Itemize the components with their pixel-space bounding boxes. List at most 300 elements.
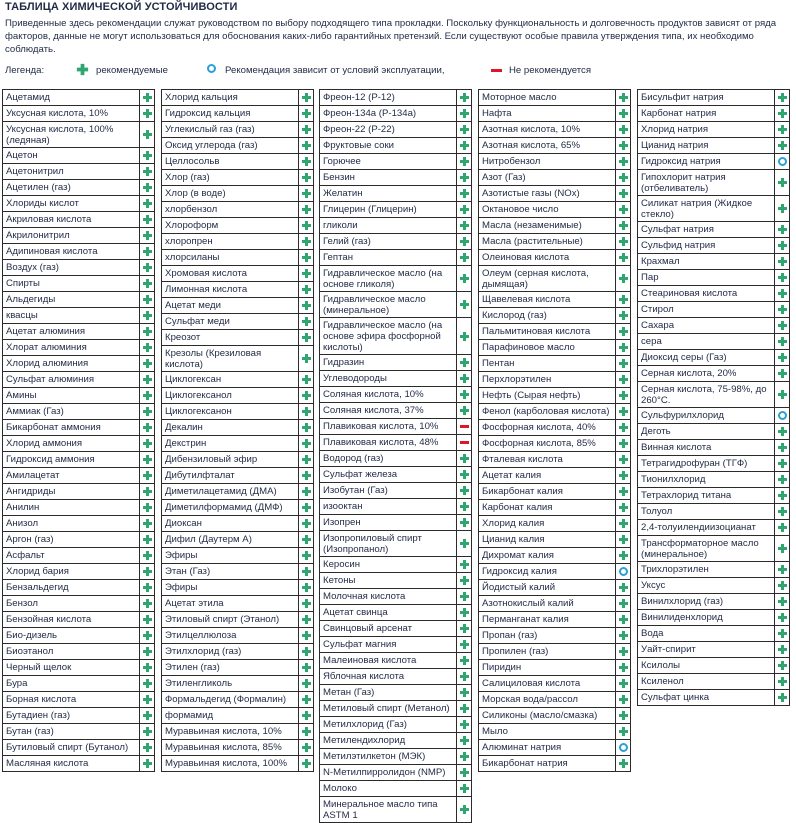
substance-name: Диоксид серы (Газ): [638, 350, 775, 365]
table-row: [637, 562, 790, 578]
rating-cell: [140, 244, 155, 259]
rating-cell: [775, 90, 790, 105]
substance-name: Борная кислота: [3, 692, 140, 707]
rating-cell: [140, 356, 155, 371]
plus-icon: [619, 311, 628, 320]
table-row: [478, 250, 631, 266]
table-row: [161, 612, 314, 628]
table-row: [637, 520, 790, 536]
table-row: [319, 387, 472, 403]
plus-icon: [460, 502, 469, 511]
table-row: [2, 260, 155, 276]
substance-name: Фреон-12 (Р-12): [320, 90, 457, 105]
rating-cell: [616, 266, 631, 291]
rating-cell: [616, 756, 631, 771]
rating-cell: [140, 436, 155, 451]
plus-icon: [619, 695, 628, 704]
substance-name: Керосин: [320, 557, 457, 572]
table-row: [2, 756, 155, 772]
substance-name: Хлорат алюминия: [3, 340, 140, 355]
rating-cell: [616, 436, 631, 451]
plus-icon: [460, 672, 469, 681]
substance-name: Хлорид алюминия: [3, 356, 140, 371]
substance-name: Дихромат калия: [479, 548, 616, 563]
substance-name: Трансформаторное масло (минеральное): [638, 536, 775, 561]
rating-cell: [299, 724, 314, 739]
substance-name: Ацетат меди: [162, 298, 299, 313]
rating-cell: [457, 387, 472, 402]
plus-icon: [778, 337, 787, 346]
plus-icon: [619, 253, 628, 262]
table-row: [2, 564, 155, 580]
table-row: [161, 202, 314, 218]
table-row: [161, 346, 314, 372]
plus-icon: [460, 640, 469, 649]
table-row: [2, 548, 155, 564]
plus-icon: [460, 189, 469, 198]
table-row: [161, 564, 314, 580]
substance-name: Диоксан: [162, 516, 299, 531]
table-row: [2, 276, 155, 292]
table-row: [161, 404, 314, 420]
table-row: [2, 340, 155, 356]
plus-icon: [460, 518, 469, 527]
rating-cell: [457, 653, 472, 668]
intro-text: Приведенные здесь рекомендации служат руководством по выбору подходящего типа прокладки. Поскольку функциональность и долговечность продуктов зависят от ряда факторов, данные не могут использоваться для обоснования каких-либо гарантийных претензий. Если существуют особые правила утверждения типа, их необходимо соблюдать.: [5, 18, 777, 55]
rating-cell: [457, 106, 472, 121]
table-row: [319, 797, 472, 823]
rating-cell: [140, 564, 155, 579]
plus-icon: [460, 470, 469, 479]
table-row: [637, 594, 790, 610]
table-row: [2, 292, 155, 308]
plus-icon: [143, 407, 152, 416]
plus-icon: [143, 93, 152, 102]
table-row: [319, 621, 472, 637]
table-row: [2, 180, 155, 196]
rating-cell: [140, 692, 155, 707]
plus-icon: [619, 274, 628, 283]
table-row: [2, 484, 155, 500]
plus-icon: [460, 592, 469, 601]
table-row: [478, 218, 631, 234]
plus-icon: [143, 439, 152, 448]
table-row: [478, 452, 631, 468]
table-row: [637, 642, 790, 658]
table-row: [637, 382, 790, 408]
rating-cell: [299, 138, 314, 153]
plus-icon: [302, 237, 311, 246]
substance-name: Изопропиловый спирт (Изопропанол): [320, 531, 457, 556]
plus-icon: [460, 237, 469, 246]
rating-cell: [616, 372, 631, 387]
substance-name: Гелий (газ): [320, 234, 457, 249]
substance-name: сера: [638, 334, 775, 349]
substance-name: N-Метилпирролидон (NMP): [320, 765, 457, 780]
table-row: [161, 452, 314, 468]
rating-cell: [616, 644, 631, 659]
table-row: [161, 644, 314, 660]
table-row: [161, 122, 314, 138]
substance-name: Пар: [638, 270, 775, 285]
substance-name: Крахмал: [638, 254, 775, 269]
plus-icon: [778, 321, 787, 330]
rating-cell: [299, 266, 314, 281]
table-row: [161, 420, 314, 436]
rating-cell: [140, 196, 155, 211]
substance-name: Цианид натрия: [638, 138, 775, 153]
substance-name: Пальмитиновая кислота: [479, 324, 616, 339]
table-row: [637, 270, 790, 286]
table-row: [161, 314, 314, 330]
substance-name: Соляная кислота, 10%: [320, 387, 457, 402]
rating-cell: [140, 724, 155, 739]
substance-name: Ацетонитрил: [3, 164, 140, 179]
rating-cell: [775, 254, 790, 269]
table-row: [637, 254, 790, 270]
substance-name: Ацетат алюминия: [3, 324, 140, 339]
minus-icon: [491, 69, 502, 72]
plus-icon: [302, 759, 311, 768]
substance-name: Акриловая кислота: [3, 212, 140, 227]
substance-name: Этиловый спирт (Этанол): [162, 612, 299, 627]
substance-name: Тетрагидрофуран (ТГФ): [638, 456, 775, 471]
plus-icon: [619, 423, 628, 432]
substance-name: Перхлорэтилен: [479, 372, 616, 387]
table-row: [637, 690, 790, 706]
plus-icon: [778, 109, 787, 118]
substance-name: Бура: [3, 676, 140, 691]
table-row: [2, 692, 155, 708]
table-row: [319, 202, 472, 218]
rating-cell: [457, 218, 472, 233]
plus-icon: [460, 688, 469, 697]
plus-icon: [302, 333, 311, 342]
substance-name: Хлорид натрия: [638, 122, 775, 137]
rating-cell: [616, 388, 631, 403]
substance-name: Бикарбонат аммония: [3, 420, 140, 435]
table-row: [2, 212, 155, 228]
rating-cell: [616, 324, 631, 339]
plus-icon: [460, 221, 469, 230]
plus-icon: [302, 615, 311, 624]
substance-name: Фосфорная кислота, 85%: [479, 436, 616, 451]
rating-cell: [457, 234, 472, 249]
rating-cell: [299, 692, 314, 707]
legend-recommended: [78, 64, 168, 77]
rating-cell: [775, 594, 790, 609]
table-row: [161, 218, 314, 234]
table-row: [2, 612, 155, 628]
plus-icon: [302, 727, 311, 736]
substance-name: Ксилолы: [638, 658, 775, 673]
table-row: [161, 756, 314, 772]
rating-cell: [457, 797, 472, 822]
rating-cell: [140, 660, 155, 675]
plus-icon: [143, 279, 152, 288]
rating-cell: [299, 484, 314, 499]
substance-name: Асфальт: [3, 548, 140, 563]
rating-cell: [616, 708, 631, 723]
table-row: [161, 234, 314, 250]
rating-cell: [457, 637, 472, 652]
table-row: [319, 318, 472, 355]
plus-icon: [302, 695, 311, 704]
substance-name: Азотистые газы (NOx): [479, 186, 616, 201]
rating-cell: [775, 424, 790, 439]
rating-cell: [140, 228, 155, 243]
plus-icon: [778, 677, 787, 686]
plus-icon: [619, 237, 628, 246]
table-row: [478, 580, 631, 596]
table-row: [478, 660, 631, 676]
plus-icon: [778, 581, 787, 590]
rating-cell: [140, 106, 155, 121]
table-row: [637, 456, 790, 472]
rating-cell: [775, 472, 790, 487]
substance-name: Гидроксид аммония: [3, 452, 140, 467]
plus-icon: [143, 130, 152, 139]
substance-name: Ацетилен (газ): [3, 180, 140, 195]
substance-name: Аргон (газ): [3, 532, 140, 547]
substance-name: Стеариновая кислота: [638, 286, 775, 301]
page-title: ТАБЛИЦА ХИМИЧЕСКОЙ УСТОЙЧИВОСТИ: [5, 1, 238, 13]
table-row: [637, 610, 790, 626]
plus-icon: [460, 805, 469, 814]
rating-cell: [457, 621, 472, 636]
plus-icon: [619, 551, 628, 560]
plus-icon: [460, 656, 469, 665]
plus-icon: [143, 423, 152, 432]
plus-icon: [619, 141, 628, 150]
substance-name: Тионилхлорид: [638, 472, 775, 487]
plus-icon: [143, 183, 152, 192]
rating-cell: [457, 765, 472, 780]
plus-icon: [143, 759, 152, 768]
rating-cell: [457, 250, 472, 265]
plus-icon: [460, 390, 469, 399]
rating-cell: [299, 90, 314, 105]
substance-name: Гипохлорит натрия (отбеливатель): [638, 170, 775, 195]
rating-cell: [299, 202, 314, 217]
substance-name: Бутан (газ): [3, 724, 140, 739]
plus-icon: [619, 375, 628, 384]
table-row: [478, 404, 631, 420]
rating-cell: [775, 350, 790, 365]
plus-icon: [619, 157, 628, 166]
rating-cell: [299, 314, 314, 329]
substance-name: Оксид углерода (газ): [162, 138, 299, 153]
legend-label: Легенда:: [5, 65, 45, 76]
rating-cell: [299, 186, 314, 201]
plus-icon: [143, 631, 152, 640]
plus-icon: [143, 231, 152, 240]
rating-cell: [299, 500, 314, 515]
plus-icon: [460, 736, 469, 745]
plus-icon: [778, 544, 787, 553]
rating-cell: [775, 238, 790, 253]
substance-name: Уайт-спирит: [638, 642, 775, 657]
rating-cell: [616, 106, 631, 121]
table-row: [478, 138, 631, 154]
rating-cell: [616, 202, 631, 217]
substance-name: Хромовая кислота: [162, 266, 299, 281]
rating-cell: [299, 298, 314, 313]
plus-icon: [302, 317, 311, 326]
plus-icon: [143, 391, 152, 400]
table-row: [319, 653, 472, 669]
table-row: [637, 504, 790, 520]
table-row: [478, 372, 631, 388]
rating-cell: [616, 468, 631, 483]
rating-cell: [457, 733, 472, 748]
table-row: [478, 420, 631, 436]
table-row: [478, 388, 631, 404]
rating-cell: [616, 170, 631, 185]
substance-name: Морская вода/рассол: [479, 692, 616, 707]
table-row: [2, 628, 155, 644]
substance-name: Гидразин: [320, 355, 457, 370]
table-row: [2, 324, 155, 340]
rating-cell: [299, 644, 314, 659]
table-row: [637, 626, 790, 642]
table-row: [637, 90, 790, 106]
resistance-column-1: [2, 89, 155, 772]
table-row: [161, 500, 314, 516]
plus-icon: [619, 327, 628, 336]
plus-icon: [460, 784, 469, 793]
plus-icon: [778, 289, 787, 298]
substance-name: Парафиновое масло: [479, 340, 616, 355]
plus-icon: [302, 141, 311, 150]
table-row: [478, 292, 631, 308]
table-row: [319, 557, 472, 573]
substance-name: Фреон-134а (Р-134а): [320, 106, 457, 121]
table-row: [2, 356, 155, 372]
plus-icon: [619, 503, 628, 512]
plus-icon: [143, 471, 152, 480]
substance-name: Ацетат этила: [162, 596, 299, 611]
legend-recommended-text: рекомендуемые: [96, 65, 168, 76]
table-row: [319, 234, 472, 250]
table-row: [319, 451, 472, 467]
plus-icon: [778, 597, 787, 606]
substance-name: Изобутан (Газ): [320, 483, 457, 498]
rating-cell: [299, 596, 314, 611]
substance-name: Пропилен (газ): [479, 644, 616, 659]
table-row: [319, 531, 472, 557]
table-row: [637, 222, 790, 238]
substance-name: Алюминат натрия: [479, 740, 616, 755]
table-row: [2, 196, 155, 212]
rating-cell: [457, 701, 472, 716]
rating-cell: [457, 403, 472, 418]
rating-cell: [775, 170, 790, 195]
plus-icon: [143, 109, 152, 118]
plus-icon: [460, 752, 469, 761]
substance-name: Дибутилфталат: [162, 468, 299, 483]
plus-icon: [778, 178, 787, 187]
plus-icon: [302, 679, 311, 688]
substance-name: Вода: [638, 626, 775, 641]
table-row: [161, 580, 314, 596]
table-row: [2, 388, 155, 404]
substance-name: Октановое число: [479, 202, 616, 217]
substance-name: Карбонат калия: [479, 500, 616, 515]
rating-cell: [616, 234, 631, 249]
table-row: [637, 658, 790, 674]
substance-name: Сульфат цинка: [638, 690, 775, 705]
substance-name: Фенол (карболовая кислота): [479, 404, 616, 419]
substance-name: Гидравлическое масло (на основе эфира фосфорной кислоты): [320, 318, 457, 354]
plus-icon: [460, 205, 469, 214]
rating-cell: [299, 452, 314, 467]
plus-icon: [302, 253, 311, 262]
plus-icon: [619, 727, 628, 736]
table-row: [319, 669, 472, 685]
plus-icon: [619, 189, 628, 198]
table-row: [319, 499, 472, 515]
table-row: [161, 90, 314, 106]
plus-icon: [619, 535, 628, 544]
minus-icon: [460, 425, 469, 428]
rating-cell: [457, 371, 472, 386]
table-row: [478, 628, 631, 644]
rating-cell: [140, 548, 155, 563]
substance-name: Анизол: [3, 516, 140, 531]
plus-icon: [302, 487, 311, 496]
substance-name: Глицерин (Глицерин): [320, 202, 457, 217]
table-row: [161, 298, 314, 314]
table-row: [161, 388, 314, 404]
table-row: [161, 740, 314, 756]
table-row: [319, 371, 472, 387]
substance-name: Хлорид аммония: [3, 436, 140, 451]
substance-name: Муравьиная кислота, 85%: [162, 740, 299, 755]
rating-cell: [775, 318, 790, 333]
table-row: [478, 484, 631, 500]
substance-name: Циклогексанол: [162, 388, 299, 403]
plus-icon: [143, 727, 152, 736]
plus-icon: [302, 663, 311, 672]
substance-name: Гидравлическое масло (минеральное): [320, 292, 457, 317]
substance-name: Карбонат натрия: [638, 106, 775, 121]
substance-name: Азотная кислота, 65%: [479, 138, 616, 153]
rating-cell: [299, 170, 314, 185]
substance-name: Сульфат натрия: [638, 222, 775, 237]
rating-cell: [616, 500, 631, 515]
substance-name: Бензальдегид: [3, 580, 140, 595]
plus-icon: [778, 125, 787, 134]
rating-cell: [140, 708, 155, 723]
plus-icon: [460, 141, 469, 150]
substance-name: Хлориды кислот: [3, 196, 140, 211]
substance-name: Ацетат свинца: [320, 605, 457, 620]
plus-icon: [143, 215, 152, 224]
rating-cell: [457, 531, 472, 556]
plus-icon: [460, 253, 469, 262]
table-row: [478, 532, 631, 548]
rating-cell: [457, 266, 472, 291]
rating-cell: [140, 276, 155, 291]
substance-name: квасцы: [3, 308, 140, 323]
plus-icon: [143, 263, 152, 272]
substance-name: Пропан (газ): [479, 628, 616, 643]
table-row: [478, 202, 631, 218]
table-row: [319, 403, 472, 419]
table-row: [478, 234, 631, 250]
plus-icon: [778, 507, 787, 516]
